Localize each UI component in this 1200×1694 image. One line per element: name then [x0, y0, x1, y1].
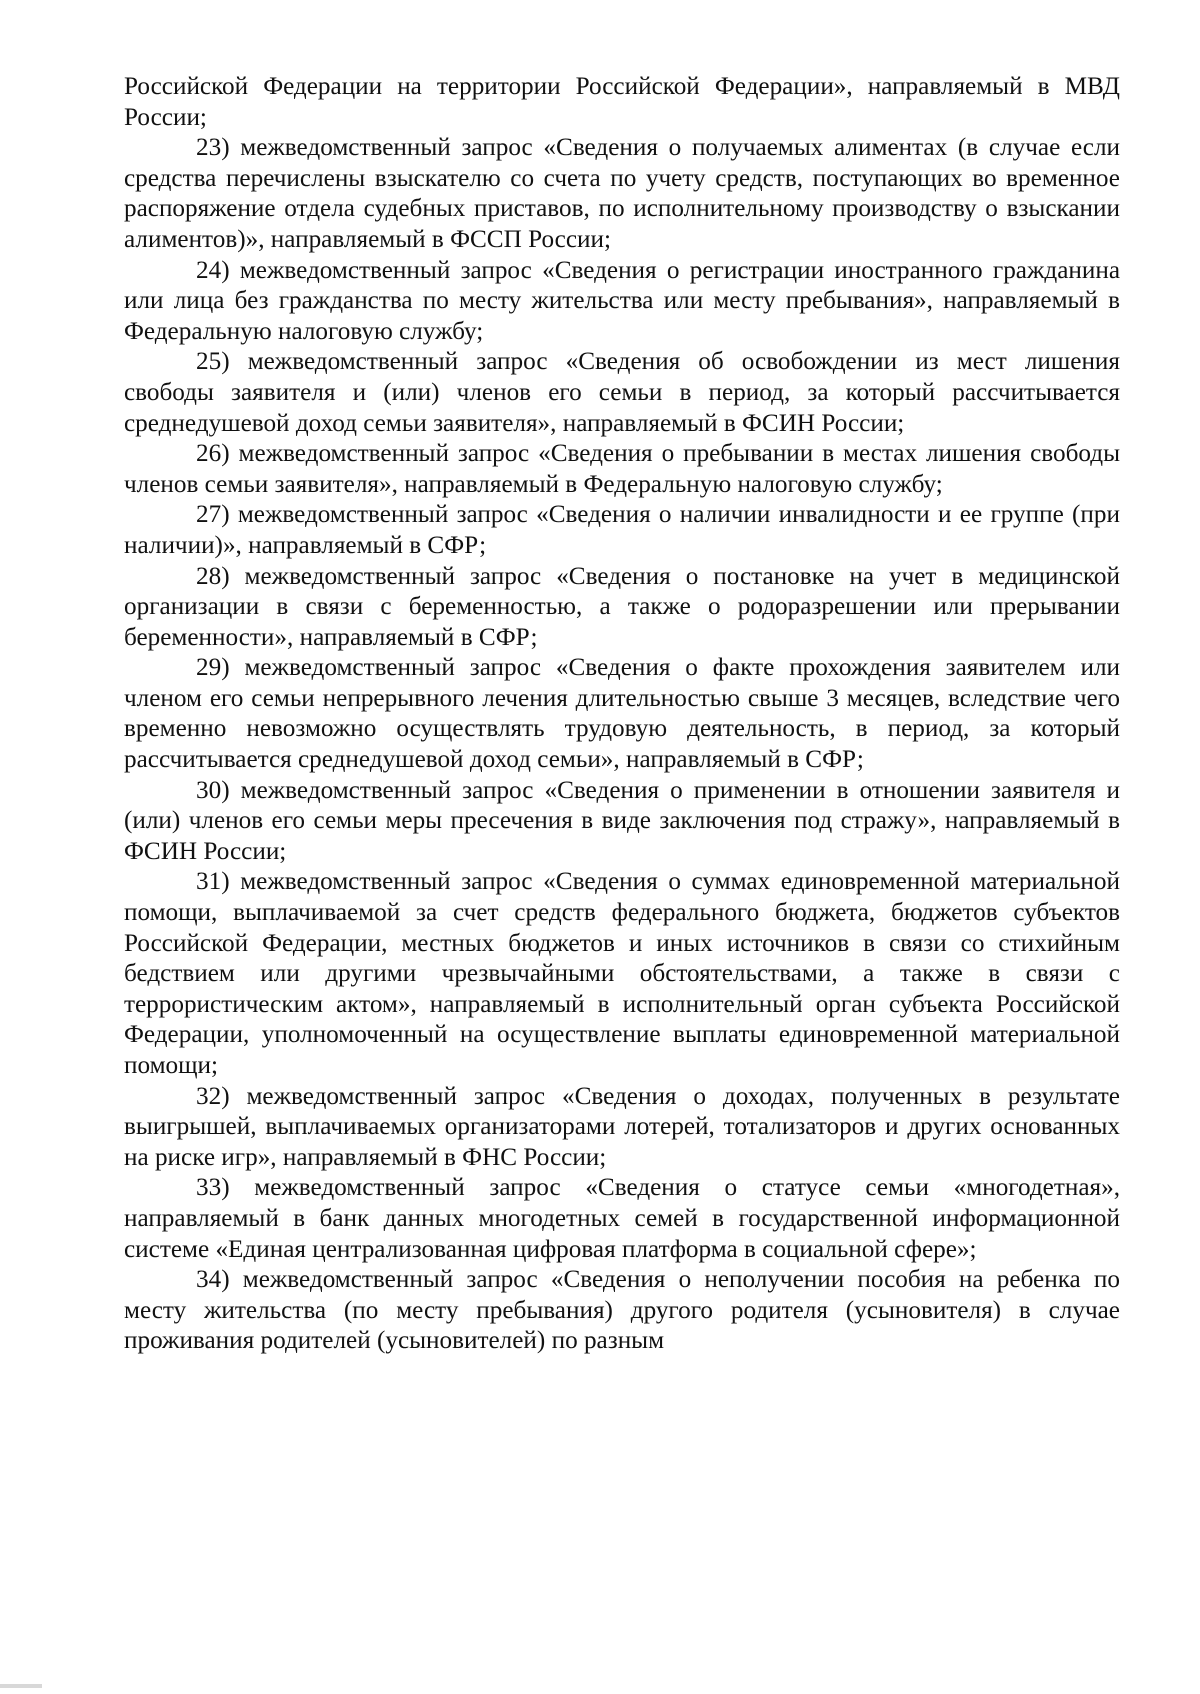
paragraph-item-30: 30) межведомственный запрос «Сведения о применении в отношении заявителя и (или) членов его семьи меры пресечения в виде заключения под стражу», направляемый в ФСИН России; — [124, 776, 1120, 865]
paragraph-item-33: 33) межведомственный запрос «Сведения о статусе семьи «многодетная», направляемый в банк данных многодетных семей в государственной информационной системе «Единая централизованная цифровая платформа в социальной сфере»; — [124, 1174, 1120, 1263]
scan-edge-mark — [0, 1684, 42, 1688]
paragraph-item-28: 28) межведомственный запрос «Сведения о постановке на учет в медицинской организации в связи с беременностью, а также о родоразрешении или прерывании беременности», направляемый в СФР; — [124, 562, 1120, 651]
paragraph-item-27: 27) межведомственный запрос «Сведения о наличии инвалидности и ее группе (при наличии)», направляемый в СФР; — [124, 501, 1120, 559]
paragraph-item-31: 31) межведомственный запрос «Сведения о суммах единовременной материальной помощи, выплачиваемой за счет средств федерального бюджета, бюджетов субъектов Российской Федерации, местных бюджетов и иных источников в связи со стихийным бедствием или другими чрезвычайными обстоятельствами, а также в связи с террористическим актом», направляемый в исполнительный орган субъекта Российской Федерации, уполномоченный на осуществление выплаты единовременной материальной помощи; — [124, 868, 1120, 1079]
paragraph-item-32: 32) межведомственный запрос «Сведения о доходах, полученных в результате выигрышей, выплачиваемых организаторами лотерей, тотализаторов и других основанных на риске игр», направляемый в ФНС России; — [124, 1082, 1120, 1171]
paragraph-continuation: Российской Федерации на территории Российской Федерации», направляемый в МВД России; — [124, 73, 1120, 131]
paragraph-item-34: 34) межведомственный запрос «Сведения о неполучении пособия на ребенка по месту жительства (по месту пребывания) другого родителя (усыновителя) в случае проживания родителей (усыновителей) по разным — [124, 1266, 1120, 1355]
paragraph-item-25: 25) межведомственный запрос «Сведения об освобождении из мест лишения свободы заявителя и (или) членов его семьи в период, за который рассчитывается среднедушевой доход семьи заявителя», направляемый в ФСИН России; — [124, 348, 1120, 437]
paragraph-item-24: 24) межведомственный запрос «Сведения о регистрации иностранного гражданина или лица без гражданства по месту жительства или месту пребывания», направляемый в Федеральную налоговую службу; — [124, 256, 1120, 345]
paragraph-item-23: 23) межведомственный запрос «Сведения о получаемых алиментах (в случае если средства перечислены взыскателю со счета по учету средств, поступающих во временное распоряжение отдела судебных приставов, по исполнительному производству о взыскании алиментов)», направляемый в ФССП России; — [124, 134, 1120, 253]
paragraph-item-26: 26) межведомственный запрос «Сведения о пребывании в местах лишения свободы членов семьи заявителя», направляемый в Федеральную налоговую службу; — [124, 440, 1120, 498]
document-page — [124, 72, 1120, 1357]
paragraph-item-29: 29) межведомственный запрос «Сведения о факте прохождения заявителем или членом его семьи непрерывного лечения длительностью свыше 3 месяцев, вследствие чего временно невозможно осуществлять трудовую деятельность, в период, за который рассчитывается среднедушевой доход семьи», направляемый в СФР; — [124, 654, 1120, 774]
